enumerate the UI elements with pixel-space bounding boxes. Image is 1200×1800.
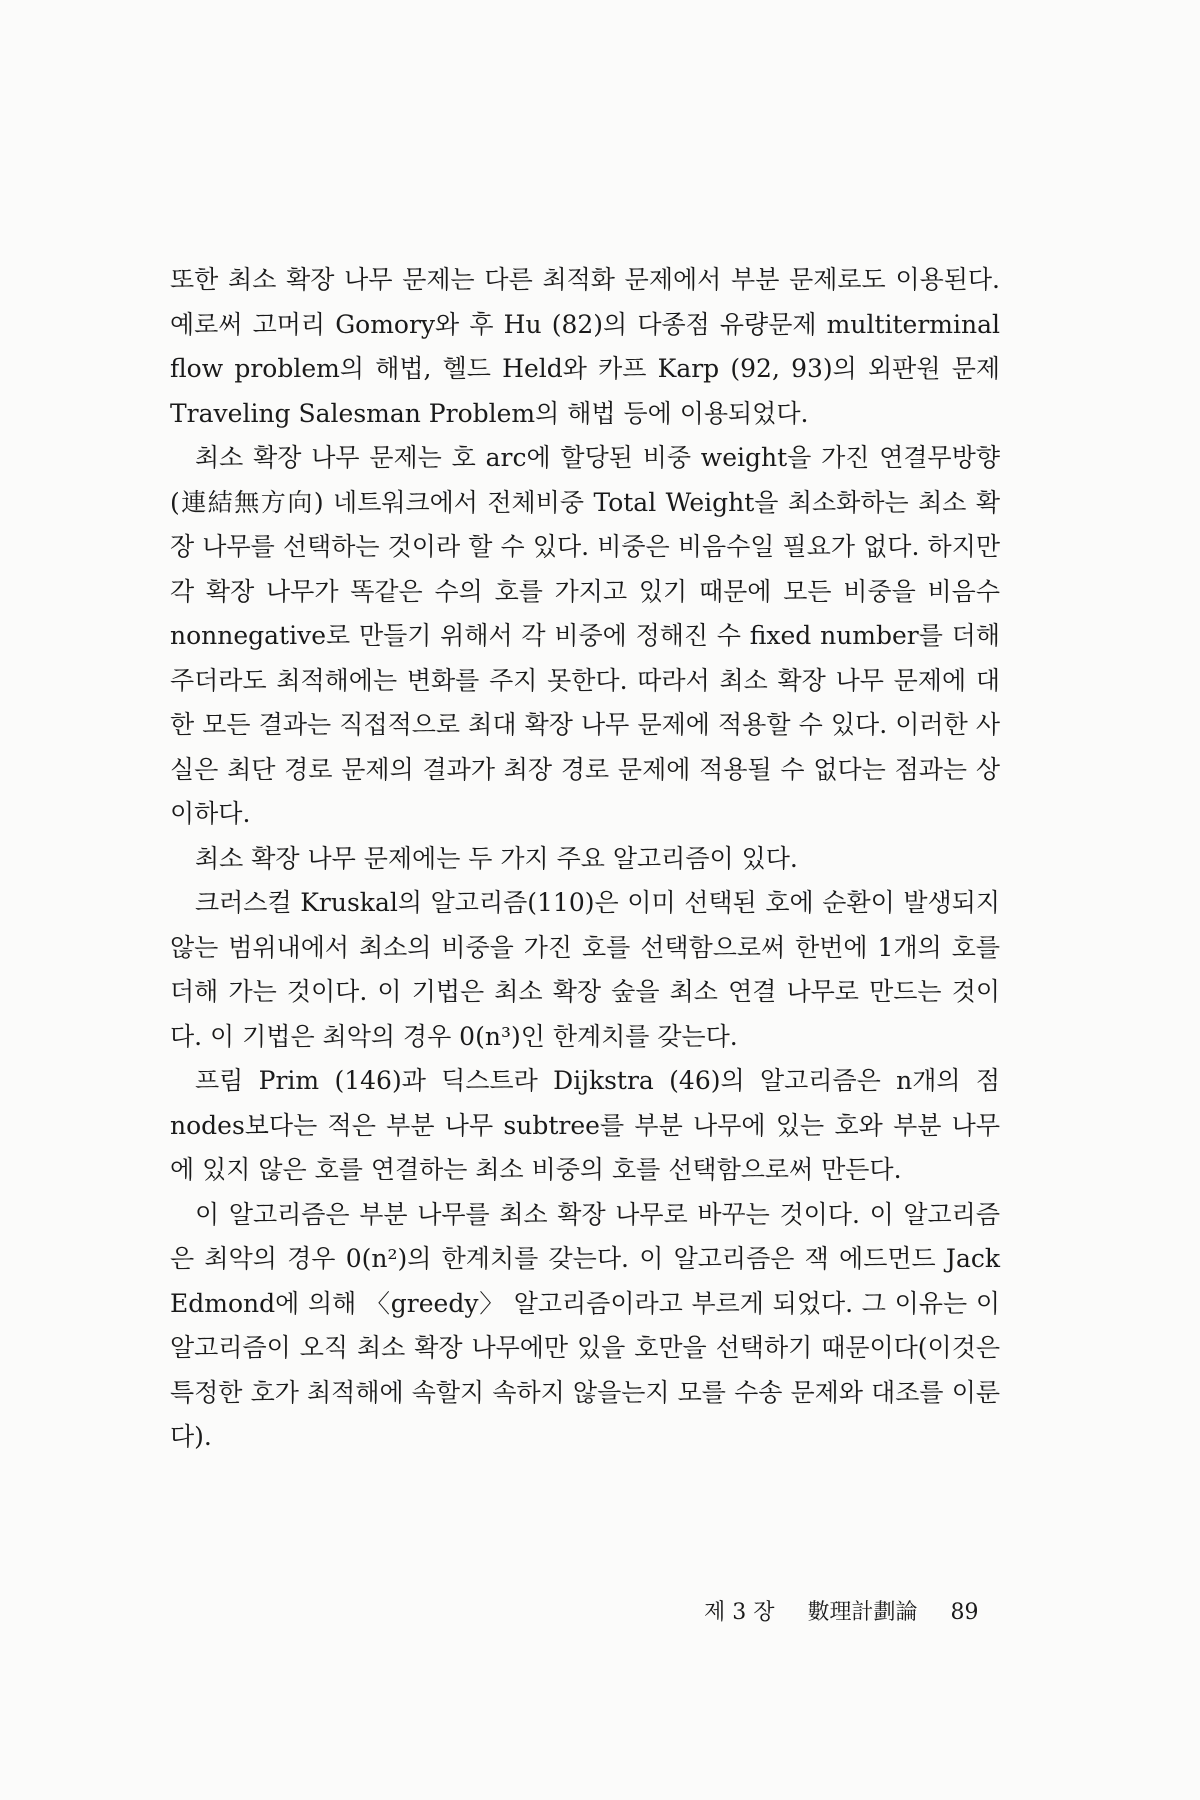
paragraph-two-algorithms: 최소 확장 나무 문제에는 두 가지 주요 알고리즘이 있다. xyxy=(195,843,798,873)
paragraph-kruskal: 크러스컬 Kruskal의 알고리즘(110)은 이미 선택된 호에 순환이 발생되지 않는 범위내에서 최소의 비중을 가진 호를 선택함으로써 한번에 1개의 호를 더해 가는 것이다. 이 기법은 최소 확장 숲을 최소 연결 나무로 만드는 것이다. 이 기법은 최악의 경우 0(n³)인 한계치를 갖는다. xyxy=(170,888,1000,1051)
paragraph-subproblem-uses: 또한 최소 확장 나무 문제는 다른 최적화 문제에서 부분 문제로도 이용된다. 예로써 고머리 Gomory와 후 Hu (82)의 다종점 유량문제 multiterminal flow problem의 해법, 헬드 Held와 카프 Karp (92, 93)의 외판원 문제 Traveling Salesman Problem의 해법 등에 이용되었다. xyxy=(170,265,1000,428)
footer-chapter: 제 3 장 xyxy=(704,1600,775,1625)
paragraph-prim-dijkstra: 프림 Prim (146)과 딕스트라 Dijkstra (46)의 알고리즘은 n개의 점 nodes보다는 적은 부분 나무 subtree를 부분 나무에 있는 호와 부분 나무에 있지 않은 호를 연결하는 최소 비중의 호를 선택함으로써 만든다. xyxy=(170,1066,1000,1184)
footer-book-title: 數理計劃論 xyxy=(807,1600,918,1625)
page-number: 89 xyxy=(950,1600,979,1625)
paragraph-greedy: 이 알고리즘은 부분 나무를 최소 확장 나무로 바꾸는 것이다. 이 알고리즘은 최악의 경우 0(n²)의 한계치를 갖는다. 이 알고리즘은 잭 에드먼드 Jack Edmond에 의해 〈greedy〉 알고리즘이라고 부르게 되었다. 그 이유는 이 알고리즘이 오직 최소 확장 나무에만 있을 호만을 선택하기 때문이다(이것은 특정한 호가 최적해에 속할지 속하지 않을는지 모를 수송 문제와 대조를 이룬다). xyxy=(170,1199,1000,1451)
body-text xyxy=(170,258,1000,1460)
paragraph-problem-definition: 최소 확장 나무 문제는 호 arc에 할당된 비중 weight을 가진 연결무방향(連結無方向) 네트워크에서 전체비중 Total Weight을 최소화하는 최소 확장 나무를 선택하는 것이라 할 수 있다. 비중은 비음수일 필요가 없다. 하지만 각 확장 나무가 똑같은 수의 호를 가지고 있기 때문에 모든 비중을 비음수 nonnegative로 만들기 위해서 각 비중에 정해진 수 fixed number를 더해 주더라도 최적해에는 변화를 주지 못한다. 따라서 최소 확장 나무 문제에 대한 모든 결과는 직접적으로 최대 확장 나무 문제에 적용할 수 있다. 이러한 사실은 최단 경로 문제의 결과가 최장 경로 문제에 적용될 수 없다는 점과는 상이하다. xyxy=(170,443,1000,828)
running-footer xyxy=(704,1595,1004,1626)
